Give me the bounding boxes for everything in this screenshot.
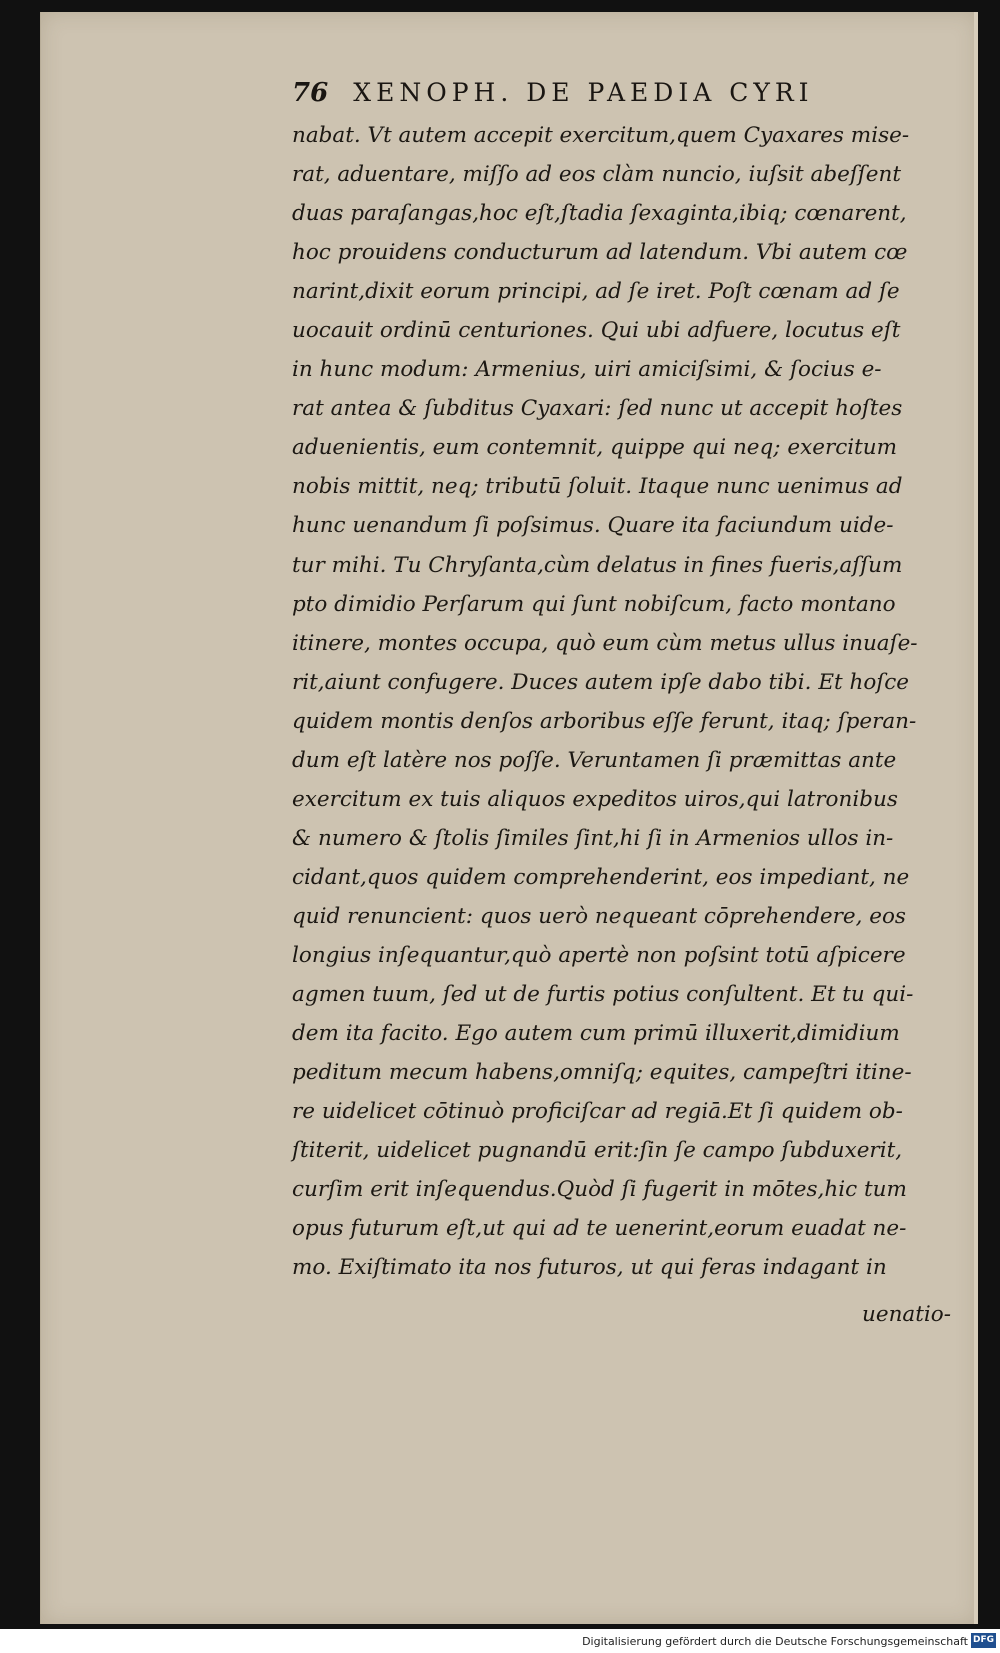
text-line: mo. Exiſtimato ita nos futuros, ut qui feras indagant in (292, 1255, 887, 1281)
footer-attribution: Digitalisierung gefördert durch die Deutsche Forschungsgemeinschaft (582, 1635, 968, 1648)
running-title: XENOPH. DE PAEDIA CYRI (353, 78, 814, 107)
text-line: re uidelicet cōtinuò proficiſcar ad regiā.Et ſi quidem ob- (292, 1099, 903, 1125)
body-text (292, 116, 972, 1287)
page-edge (974, 12, 978, 1624)
text-line: narint,dixit eorum principi, ad ſe iret. Poſt cœnam ad ſe (292, 279, 900, 305)
text-line: & numero & ſtolis ſimiles ſint,hi ſi in Armenios ullos in- (292, 825, 894, 851)
text-line: quidem montis denſos arboribus eſſe ferunt, itaq; ſperan- (292, 708, 917, 734)
text-line: ſtiterit, uidelicet pugnandū erit:ſin ſe campo ſubduxerit, (292, 1138, 903, 1164)
text-line: nobis mittit, neq; tributū ſoluit. Itaque nunc uenimus ad (292, 474, 903, 500)
text-line: hoc prouidens conducturum ad latendum. Vbi autem cœ (292, 240, 908, 266)
text-line: cidant,quos quidem comprehenderint, eos impediant, ne (292, 864, 910, 890)
footer-bar (0, 1629, 1000, 1653)
text-line: dem ita facito. Ego autem cum primū illuxerit,dimidium (292, 1021, 900, 1047)
text-line: rat, aduentare, miſſo ad eos clàm nuncio, iuſsit abeſſent (292, 162, 901, 188)
text-line: longius inſequantur,quò apertè non poſsint totū aſpicere (292, 942, 906, 968)
text-line: tur mihi. Tu Chryſanta,cùm delatus in fines fueris,aſſum (292, 552, 903, 578)
text-line: nabat. Vt autem accepit exercitum,quem Cyaxares mise- (292, 123, 910, 148)
text-line: aduenientis, eum contemnit, quippe qui neq; exercitum (292, 435, 898, 461)
running-header (292, 78, 892, 108)
text-line: itinere, montes occupa, quò eum cùm metus ullus inuaſe- (292, 630, 918, 656)
text-line: in hunc modum: Armenius, uiri amiciſsimi, & ſocius e- (292, 357, 882, 383)
text-line: rit,aiunt confugere. Duces autem ipſe dabo tibi. Et hoſce (292, 669, 910, 695)
text-line: rat antea & ſubditus Cyaxari: ſed nunc ut accepit hoſtes (292, 396, 903, 422)
text-line: dum eſt latère nos poſſe. Veruntamen ſi præmittas ante (292, 747, 897, 773)
text-line: opus futurum eſt,ut qui ad te uenerint,eorum euadat ne- (292, 1216, 907, 1242)
page-number: 76 (292, 78, 329, 108)
text-line: agmen tuum, ſed ut de furtis potius conſultent. Et tu qui- (292, 982, 914, 1008)
text-line: peditum mecum habens,omniſq; equites, campeſtri itine- (292, 1060, 912, 1086)
dfg-logo: DFG (971, 1633, 996, 1648)
text-line: curſim erit inſequendus.Quòd ſi fugerit in mōtes,hic tum (292, 1177, 907, 1203)
catchword: uenatio- (862, 1302, 951, 1327)
text-line: exercitum ex tuis aliquos expeditos uiros,qui latronibus (292, 786, 898, 812)
text-line: uocauit ordinū centuriones. Qui ubi adfuere, locutus eſt (292, 318, 901, 344)
text-line: duas paraſangas,hoc eſt,ſtadia ſexaginta,ibiq; cœnarent, (292, 201, 907, 227)
text-line: quid renuncient: quos uerò nequeant cōprehendere, eos (292, 903, 906, 929)
text-line: pto dimidio Perſarum qui ſunt nobiſcum, facto montano (292, 591, 896, 617)
text-line: hunc uenandum ſi poſsimus. Quare ita faciundum uide- (292, 513, 894, 539)
